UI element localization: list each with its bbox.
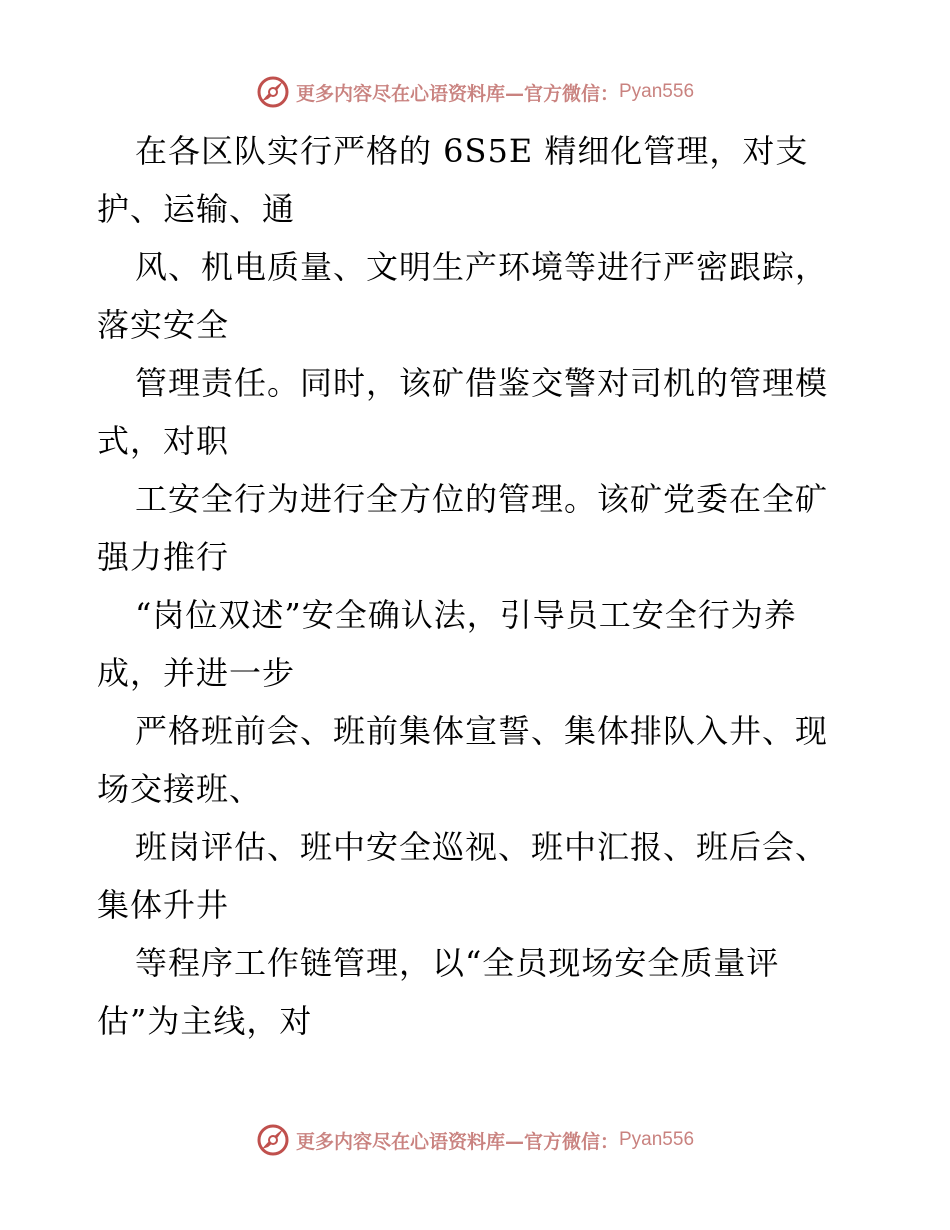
paragraph-line: 护、运输、通 <box>97 190 296 228</box>
quill-logo-icon <box>256 1123 290 1157</box>
paragraph-line: “岗位双述”安全确认法，引导员工安全行为养 <box>135 596 797 634</box>
paragraph-line: 强力推行 <box>97 538 230 576</box>
paragraph-line: 等程序工作链管理，以“全员现场安全质量评 <box>135 944 780 982</box>
paragraph-line: 风、机电质量、文明生产环境等进行严密跟踪， <box>135 248 829 286</box>
document-body <box>97 122 857 1050</box>
header-banner <box>0 72 950 112</box>
paragraph-line: 落实安全 <box>97 306 230 344</box>
quill-logo-icon <box>256 75 290 109</box>
footer-banner-text: 更多内容尽在心语资料库—官方微信： <box>295 1130 619 1153</box>
paragraph-line: 在各区队实行严格的 6S5E 精细化管理，对支 <box>135 132 809 170</box>
header-banner-id: Pyan556 <box>619 81 695 102</box>
paragraph-line: 估”为主线，对 <box>97 1002 313 1040</box>
paragraph-line: 集体升井 <box>97 886 230 924</box>
paragraph-line: 场交接班、 <box>97 770 263 808</box>
paragraph-line: 式，对职 <box>97 422 230 460</box>
paragraph-line: 严格班前会、班前集体宣誓、集体排队入井、现 <box>135 712 829 750</box>
header-banner-text: 更多内容尽在心语资料库—官方微信： <box>295 82 619 105</box>
paragraph-line: 工安全行为进行全方位的管理。该矿党委在全矿 <box>135 480 829 518</box>
paragraph-line: 管理责任。同时，该矿借鉴交警对司机的管理模 <box>135 364 829 402</box>
footer-banner <box>0 1120 950 1160</box>
footer-banner-id: Pyan556 <box>619 1129 695 1150</box>
paragraph-line: 班岗评估、班中安全巡视、班中汇报、班后会、 <box>135 828 829 866</box>
paragraph-line: 成，并进一步 <box>97 654 296 692</box>
